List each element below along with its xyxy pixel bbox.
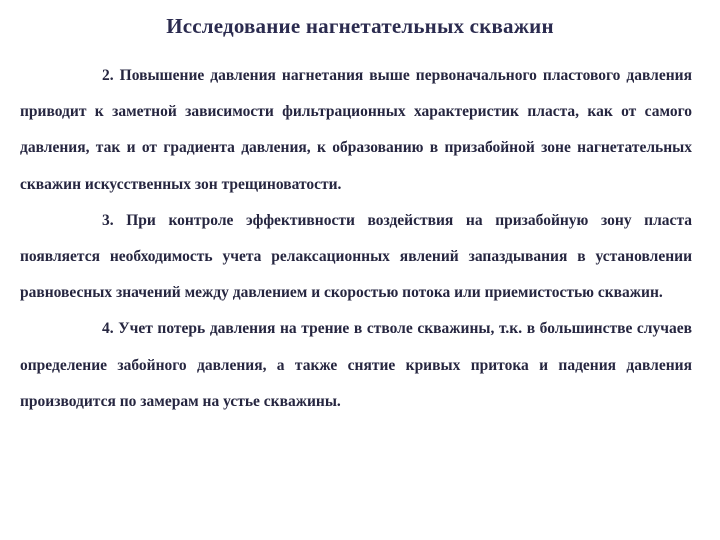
paragraph-3: 3. При контроле эффективности воздействия на призабойную зону пласта появляется необходимость учета релаксационных явлений запаздывания в установлении равновесных значений между давлением и скоростью потока или приемистостью скважин. <box>20 211 692 302</box>
paragraph-4: 4. Учет потерь давления на трение в стволе скважины, т.к. в большинстве случаев определение забойного давления, а также снятие кривых притока и падения давления производится по замерам на устье скважины. <box>20 320 692 410</box>
paragraph-2: 2. Повышение давления нагнетания выше первоначального пластового давления приводит к заметной зависимости фильтрационных характеристик пласта, как от самого давления, так и от градиента давления, к образованию в призабойной зоне нагнетательных скважин искусственных зон трещиноватости. <box>20 67 692 193</box>
slide-title: Исследование нагнетательных скважин <box>166 14 554 38</box>
slide-body <box>20 58 692 420</box>
